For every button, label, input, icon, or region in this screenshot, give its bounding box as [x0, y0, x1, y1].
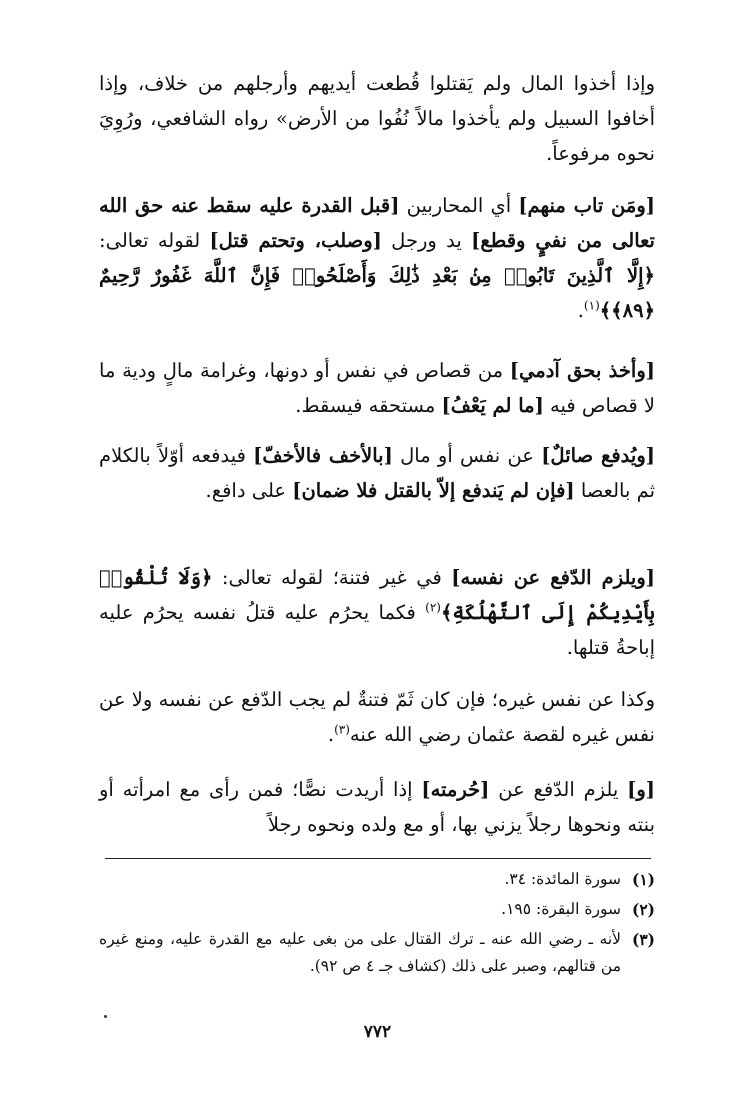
matn-text: [و] — [627, 778, 655, 801]
matn-text: [فإن لم يَندفع إلاّ بالقتل فلا ضمان] — [292, 479, 575, 502]
footnote-3 — [99, 926, 655, 980]
matn-text: [ما لم يَعْفُ] — [441, 394, 544, 417]
matn-text: ﴿وَلَا تُلْقُوا۟ بِأَيْدِيكُمْ إِلَى ٱلتَّهْلُكَةِ﴾ — [99, 566, 655, 624]
matn-text: [حُرمته] — [421, 778, 490, 801]
sharh-text: في غير فتنة؛ لقوله تعالى: — [212, 566, 452, 589]
sharh-text: . — [577, 299, 584, 322]
sharh-text: وكذا عن نفس غيره؛ فإن كان ثَمّ فتنةٌ لم يجب الدّفع عن نفسه ولا عن نفس غيره لقصة عثمان رضي الله عنه — [99, 688, 655, 746]
stray-mark — [104, 1015, 107, 1018]
sharh-text: لقوله تعالى: — [99, 229, 210, 252]
sharh-text: يد ورجل — [381, 229, 472, 252]
sharh-text: أي المحاربين — [399, 194, 519, 217]
footnote-number: (٣) — [631, 930, 655, 949]
sharh-text: مستحقه فيسقط. — [295, 394, 442, 417]
footnote-2 — [99, 896, 655, 923]
footnote-number: (٢) — [631, 900, 655, 919]
footnote-text: سورة البقرة: ١٩٥. — [501, 900, 621, 918]
footnote-divider — [105, 858, 651, 859]
sharh-text: فيدفعه أوّلاً بالكلام ثم بالعصا — [99, 444, 655, 502]
matn-text: [ويلزم الدّفع عن نفسه] — [451, 566, 655, 589]
paragraph-2 — [99, 188, 655, 328]
sharh-text: على دافع. — [205, 479, 293, 502]
footnote-ref: (١) — [583, 298, 600, 313]
page-number: ٧٧٢ — [363, 1022, 392, 1042]
paragraph-4 — [99, 438, 655, 508]
footnote-number: (١) — [631, 870, 655, 889]
paragraph-6 — [99, 682, 655, 752]
paragraph-1 — [99, 66, 655, 171]
sharh-text: إذا أريدت نصًّا؛ فمن رأى مع امرأته أو بنته ونحوها رجلاً يزني بها، أو مع ولده ونحوه رجلاً — [99, 778, 655, 836]
matn-text: [ويُدفع صائلٌ] — [541, 444, 655, 467]
footnote-ref: (٣) — [334, 722, 350, 737]
matn-text: [قبل القدرة عليه سقط عنه حق الله تعالى من نفيٍ وقطع] — [99, 194, 655, 252]
footnote-ref: (٢) — [425, 600, 441, 615]
sharh-text: وإذا أخذوا المال ولم يَقتلوا قُطعت أيديهم وأرجلهم من خلاف، وإذا أخافوا السبيل ولم يأخذوا مالاً نُفُوا من الأرض» رواه الشافعي، ورُوِيَ نحوه مرفوعاً. — [99, 72, 655, 165]
paragraph-7 — [99, 772, 655, 842]
paragraph-5 — [99, 560, 655, 665]
matn-text: [وأخذ بحق آدمي] — [509, 359, 655, 382]
footnote-text: سورة المائدة: ٣٤. — [504, 870, 621, 888]
footnote-1 — [99, 866, 655, 893]
sharh-text: يلزم الدّفع عن — [489, 778, 628, 801]
sharh-text: . — [327, 723, 335, 746]
sharh-text: عن نفس أو مال — [392, 444, 542, 467]
paragraph-3 — [99, 353, 655, 423]
matn-text: ﴿إِلَّا ٱلَّذِينَ تَابُوا۟ مِنۢ بَعْدِ ذَٰلِكَ وَأَصْلَحُوا۟ فَإِنَّ ٱللَّهَ غَفُورٌ رَّحِيمٌ ﴿٨٩﴾﴾ — [99, 264, 655, 322]
sharh-text: من قصاص في نفس أو دونها، وغرامة مالٍ ودية ما لا قصاص فيه — [99, 359, 655, 417]
matn-text: [بالأخف فالأخفّ] — [253, 444, 393, 467]
matn-text: [ومَن تاب منهم] — [518, 194, 655, 217]
footnotes — [99, 866, 655, 983]
matn-text: [وصلب، وتحتم قتل] — [209, 229, 382, 252]
footnote-text: لأنه ـ رضي الله عنه ـ ترك القتال على من بغى عليه مع القدرة عليه، ومنع غيره من قتالهم، وصبر على ذلك (كشاف جـ ٤ ص ٩٢). — [99, 930, 621, 975]
sharh-text: فكما يحرُم عليه قتلُ نفسه يحرُم عليه إباحةُ قتلها. — [99, 601, 655, 659]
